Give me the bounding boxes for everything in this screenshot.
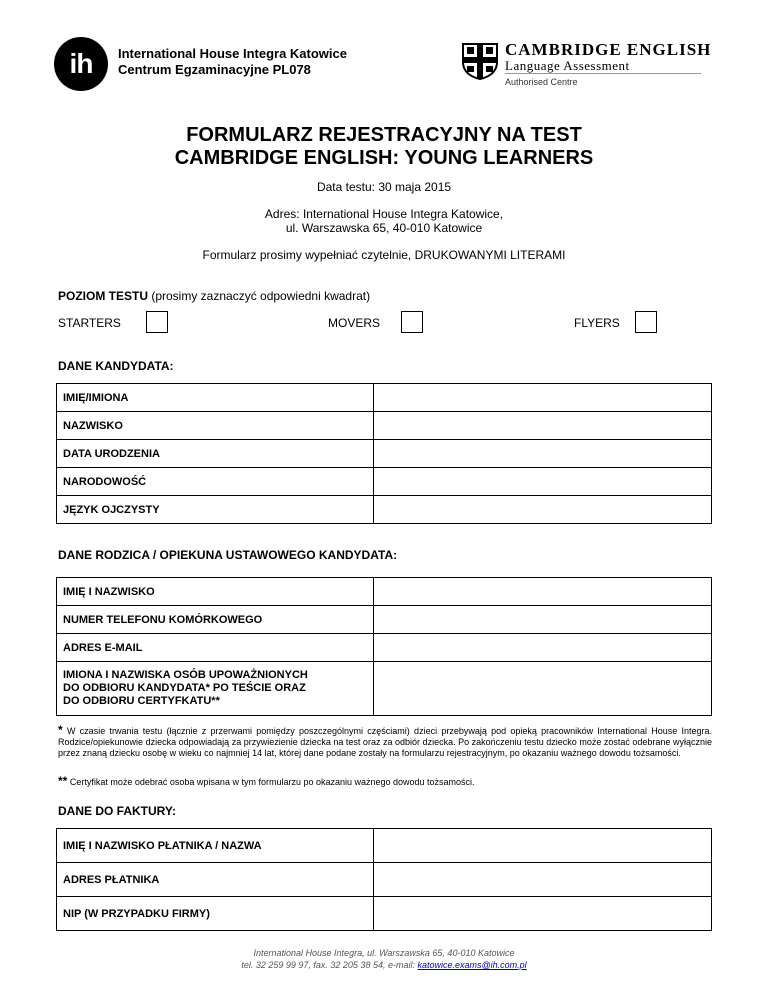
- ih-logo: ih: [54, 37, 108, 91]
- divider: [505, 73, 701, 74]
- payer-name-input[interactable]: [374, 829, 712, 863]
- table-row: [57, 662, 712, 716]
- authorized-persons-input[interactable]: [374, 662, 712, 716]
- field-label: NARODOWOŚĆ: [57, 468, 374, 496]
- footnote-2-marker: **: [58, 774, 68, 788]
- instruction: Formularz prosimy wypełniać czytelnie, DRUKOWANYMI LITERAMI: [202, 248, 566, 262]
- flyers-checkbox[interactable]: [635, 311, 657, 333]
- table-row: [57, 468, 712, 496]
- parent-name-input[interactable]: [374, 578, 712, 606]
- movers-checkbox[interactable]: [401, 311, 423, 333]
- field-label: ADRES E-MAIL: [57, 634, 374, 662]
- footer-email-link[interactable]: katowice.exams@ih.com.pl: [417, 960, 527, 970]
- org-name-line2: Centrum Egzaminacyjne PL078: [118, 62, 311, 77]
- cambridge-english-title: CAMBRIDGE ENGLISH: [505, 40, 712, 59]
- starters-checkbox[interactable]: [146, 311, 168, 333]
- field-label: DATA URODZENIA: [57, 440, 374, 468]
- level-starters-label: STARTERS: [58, 316, 121, 330]
- footnote-1-marker: *: [58, 723, 63, 737]
- phone-input[interactable]: [374, 606, 712, 634]
- table-row: [57, 384, 712, 412]
- footnote-1: [58, 725, 712, 759]
- level-movers-label: MOVERS: [328, 316, 381, 330]
- table-row: [57, 440, 712, 468]
- authorised-centre: Authorised Centre: [505, 77, 578, 87]
- table-row: [57, 863, 712, 897]
- field-label: JĘZYK OJCZYSTY: [57, 496, 374, 524]
- birth-date-input[interactable]: [374, 440, 712, 468]
- address-line1: Adres: International House Integra Katowice,: [264, 207, 504, 221]
- table-row: [57, 578, 712, 606]
- field-label: [57, 662, 374, 716]
- parent-heading: DANE RODZICA / OPIEKUNA USTAWOWEGO KANDYDATA:: [58, 548, 398, 562]
- candidate-heading: DANE KANDYDATA:: [58, 359, 174, 373]
- parent-table: [56, 577, 712, 716]
- table-row: [57, 412, 712, 440]
- test-date: Data testu: 30 maja 2015: [316, 180, 452, 194]
- table-row: [57, 606, 712, 634]
- footnote-1-text: W czasie trwania testu (łącznie z przerwami pomiędzy poszczególnymi częściami) dzieci przebywają pod opieką pracowników International House Integra. Rodzice/opiekunowie dziecka odpowiadają za przywiezienie dziecka na test oraz za odbiór dziecka. Po zakończeniu testu dziecko może zostać odebrane wyłącznie przez znaną dziecku osobę w wieku co najmniej 14 lat, której dane podane zostały na formularzu rejestracyjnym, po okazaniu ważnego dowodu tożsamości.: [58, 726, 712, 758]
- footer-address: International House Integra, ul. Warszawska 65, 40-010 Katowice: [253, 948, 515, 958]
- invoice-table: [56, 828, 712, 931]
- nationality-input[interactable]: [374, 468, 712, 496]
- email-input[interactable]: [374, 634, 712, 662]
- candidate-table: [56, 383, 712, 524]
- field-label: ADRES PŁATNIKA: [57, 863, 374, 897]
- level-heading-label: POZIOM TESTU: [58, 289, 148, 303]
- field-label: NIP (W PRZYPADKU FIRMY): [57, 897, 374, 931]
- address-line2: ul. Warszawska 65, 40-010 Katowice: [285, 221, 483, 235]
- table-row: [57, 897, 712, 931]
- level-heading-note: (prosimy zaznaczyć odpowiedni kwadrat): [151, 289, 371, 303]
- cambridge-subtitle: Language Assessment: [505, 58, 630, 73]
- org-name-line1: International House Integra Katowice: [118, 46, 347, 61]
- footnote-2-text: Certyfikat może odebrać osoba wpisana w tym formularzu po okazaniu ważnego dowodu tożsamości.: [69, 777, 475, 787]
- footer-contact-text: tel. 32 259 99 97, fax. 32 205 38 54, e-mail:: [241, 960, 418, 970]
- nip-input[interactable]: [374, 897, 712, 931]
- first-name-input[interactable]: [374, 384, 712, 412]
- footer-contact: [0, 960, 768, 971]
- field-label: NUMER TELEFONU KOMÓRKOWEGO: [57, 606, 374, 634]
- form-title-line2: CAMBRIDGE ENGLISH: YOUNG LEARNERS: [174, 147, 594, 169]
- field-label: IMIĘ/IMIONA: [57, 384, 374, 412]
- table-row: [57, 496, 712, 524]
- table-row: [57, 829, 712, 863]
- field-label: IMIĘ I NAZWISKO: [57, 578, 374, 606]
- org-name: [118, 46, 347, 78]
- surname-input[interactable]: [374, 412, 712, 440]
- invoice-heading: DANE DO FAKTURY:: [58, 804, 176, 818]
- field-label: IMIĘ I NAZWISKO PŁATNIKA / NAZWA: [57, 829, 374, 863]
- pickup-label-line3: DO ODBIORU CERTYFKATU**: [63, 695, 220, 707]
- field-label: NAZWISKO: [57, 412, 374, 440]
- footnote-2: [58, 776, 712, 788]
- payer-address-input[interactable]: [374, 863, 712, 897]
- table-row: [57, 634, 712, 662]
- level-flyers-label: FLYERS: [574, 316, 620, 330]
- pickup-label-line1: IMIONA I NAZWISKA OSÓB UPOWAŻNIONYCH: [63, 669, 308, 681]
- native-language-input[interactable]: [374, 496, 712, 524]
- pickup-label-line2: DO ODBIORU KANDYDATA* PO TEŚCIE ORAZ: [63, 682, 306, 694]
- level-heading: [58, 289, 370, 303]
- form-title-line1: FORMULARZ REJESTRACYJNY NA TEST: [186, 124, 582, 146]
- cambridge-crest-icon: [461, 42, 499, 80]
